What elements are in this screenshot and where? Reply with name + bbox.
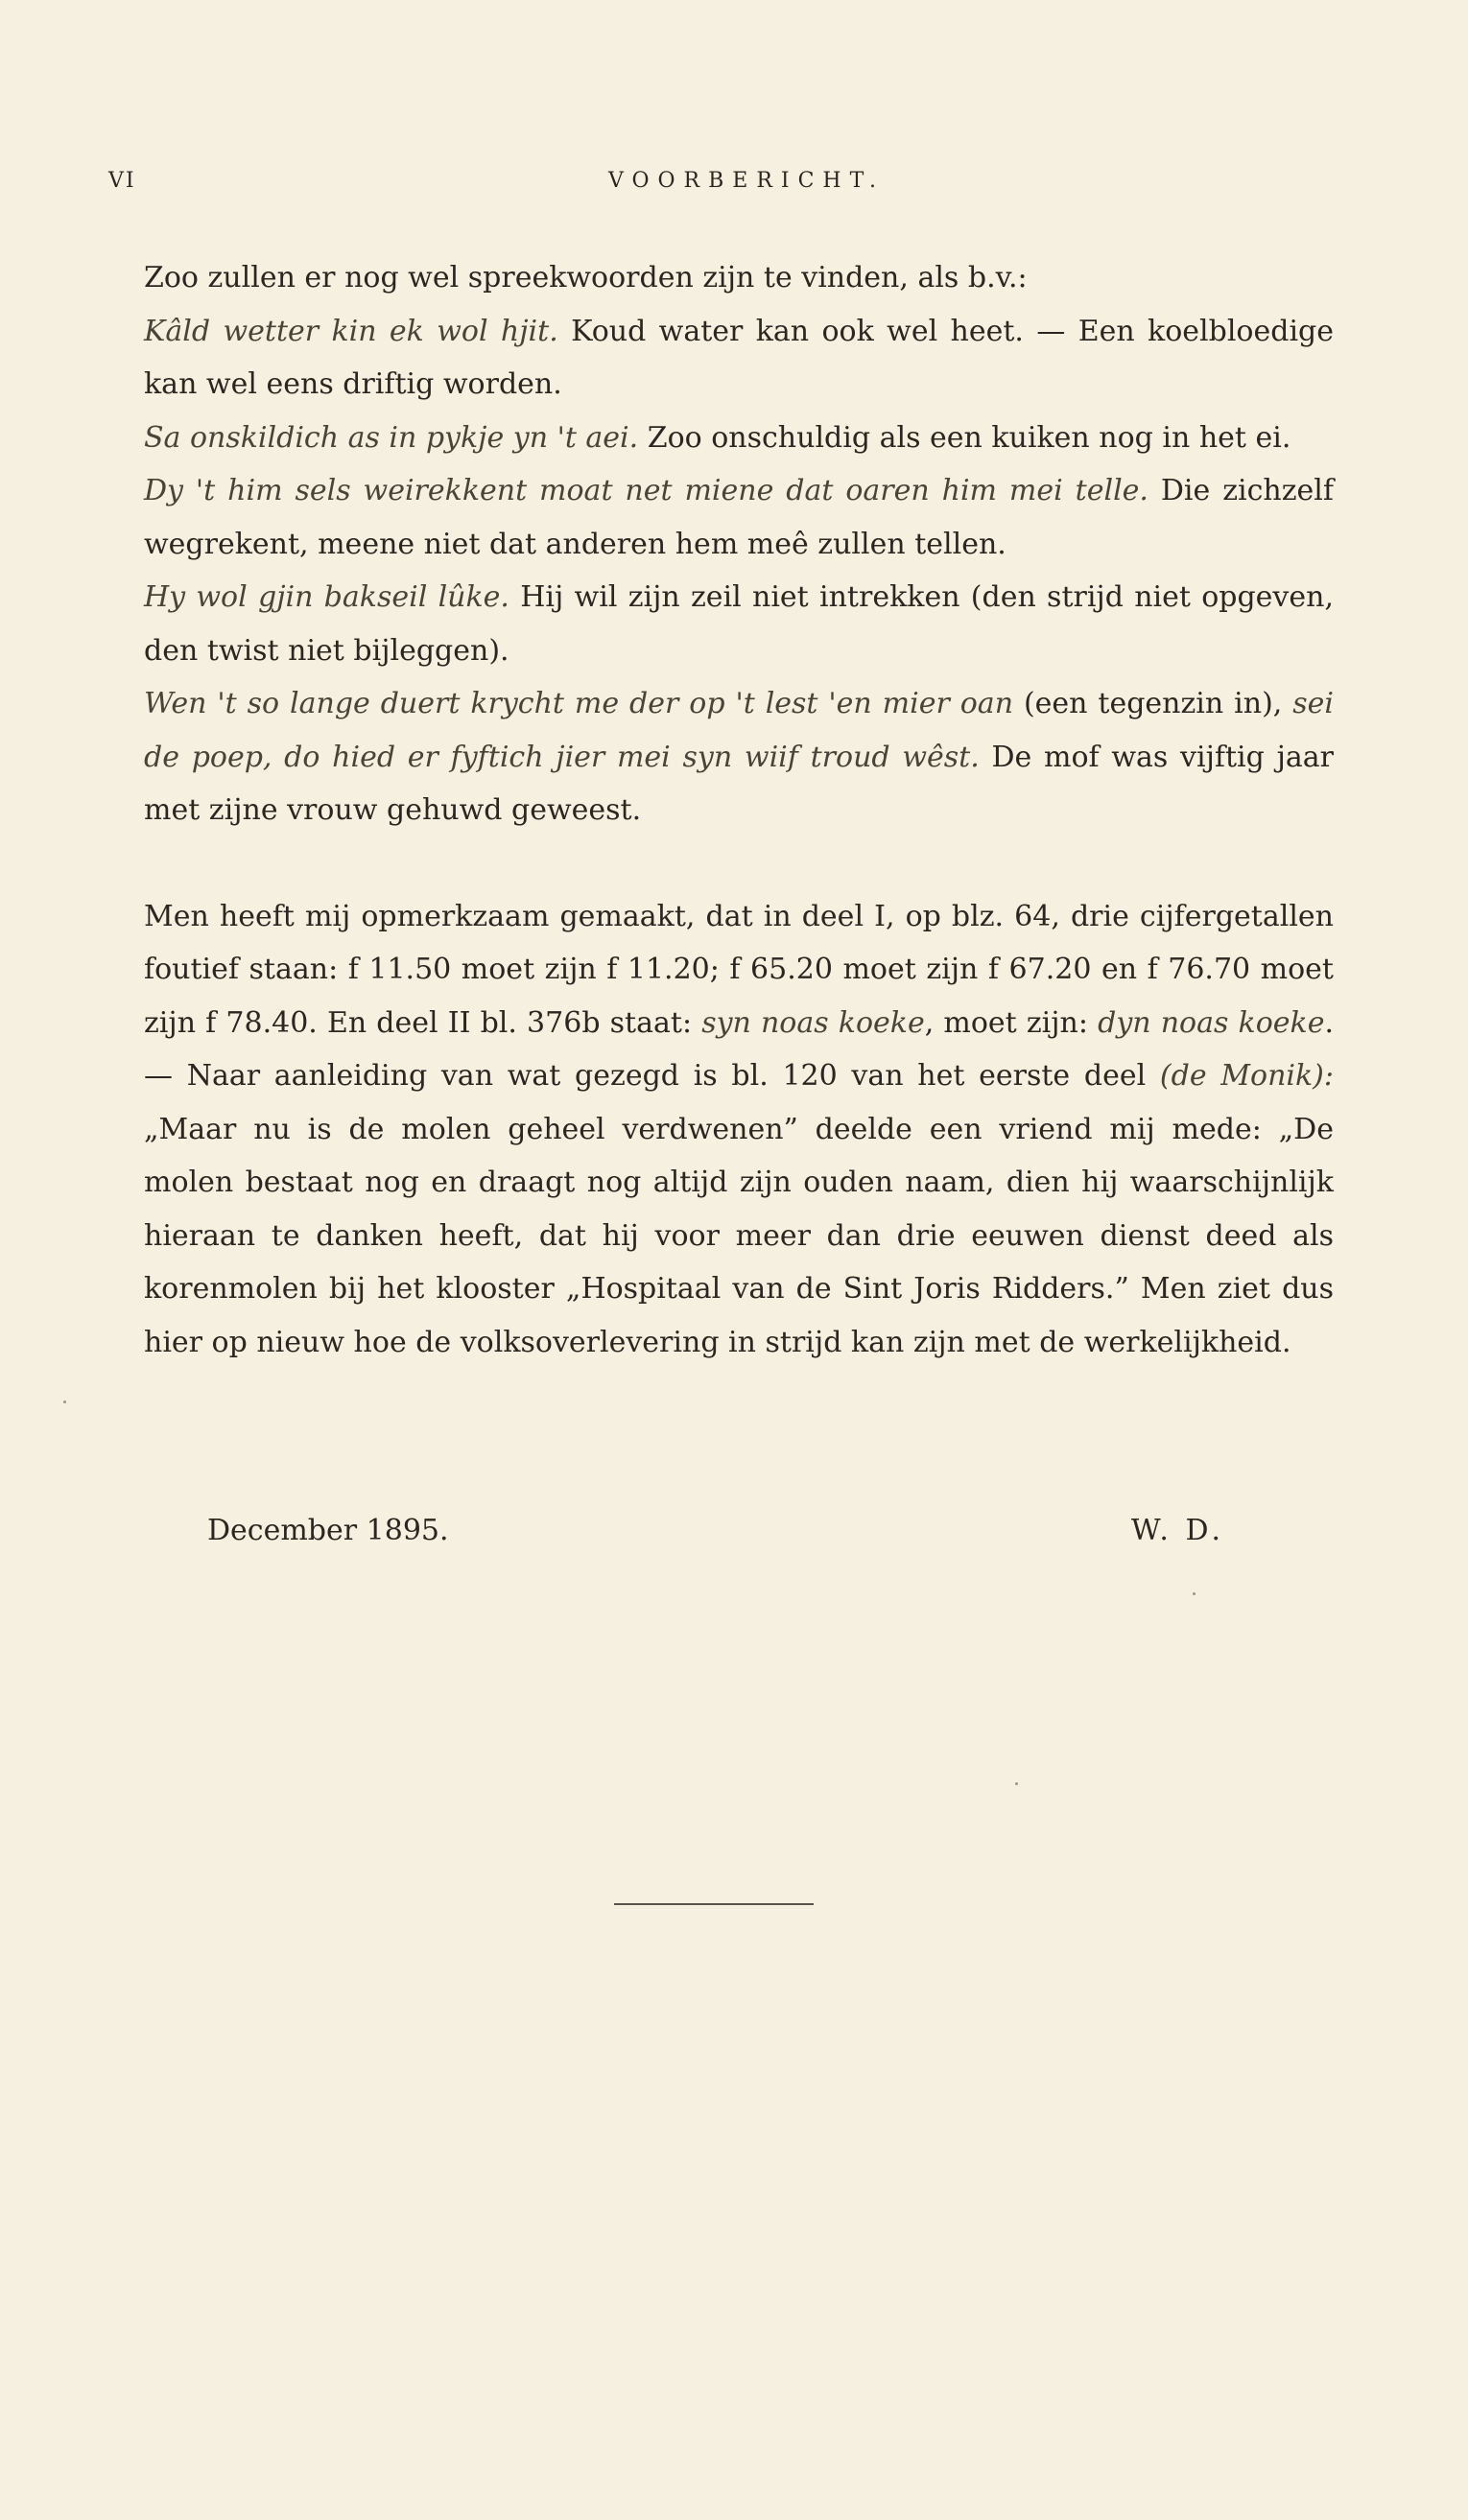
page-number: VI	[108, 169, 136, 193]
signature-author: W. D.	[1130, 1514, 1224, 1547]
errata-text-a: Men heeft mij opmerkzaam gemaakt, dat in deel I, op blz. 64, drie cijfergetallen foutief staan: f 11.50 moet zijn f 11.20; f 65.20 moet zijn f 67.20 en f 76.70 moet zijn f 78.40. En deel II bl. 376b staat:	[144, 899, 1334, 1040]
errata-text-c: . — Naar aanleiding van wat gezegd is bl. 120 van het eerste deel	[144, 1005, 1335, 1093]
proverb-translation-4: Hij wil zijn zeil niet intrekken (den strijd niet opgeven, den twist niet bijleggen).	[144, 580, 1334, 668]
intro-text: Zoo zullen er nog wel spreekwoorden zijn te vinden, als b.v.:	[144, 261, 1028, 294]
proverb-frisian-5a: Wen 't so lange duert krycht me der op 't lest 'en mier oan	[144, 687, 1014, 720]
signature-date: December 1895.	[207, 1514, 449, 1547]
proverb-paragraph-3	[144, 464, 1334, 571]
paper-speck	[1193, 1592, 1196, 1595]
signature-row	[207, 1514, 1224, 1560]
body-text	[144, 251, 1334, 1369]
errata-text-d: „Maar nu is de molen geheel verdwenen” deelde een vriend mij mede: „De molen bestaat nog en draagt nog altijd zijn ouden naam, dien hij waarschijnlijk hieraan te danken heeft, dat hij voor meer dan drie eeuwen dienst deed als korenmolen bij het klooster „Hospitaal van de Sint Joris Ridders.” Men ziet dus hier op nieuw hoe de volksoverlevering in strijd kan zijn met de werkelijkheid.	[144, 1112, 1334, 1359]
paper-speck	[1015, 1782, 1018, 1785]
proverb-translation-5b: De mof was vijftig jaar met zijne vrouw gehuwd geweest.	[144, 740, 1334, 827]
errata-paragraph	[144, 890, 1334, 1370]
proverb-paragraph-1	[144, 305, 1334, 412]
proverb-frisian-3: Dy 't him sels weirekkent moat net miene dat oaren him mei telle.	[144, 474, 1148, 507]
proverb-frisian-5b: sei de poep, do hied er fyftich jier mei syn wiif troud wêst.	[144, 687, 1334, 774]
proverb-translation-5a: (een tegenzin in),	[1013, 687, 1293, 720]
section-title: VOORBERICHT.	[607, 169, 886, 193]
errata-text-b: , moet zijn:	[924, 1005, 1099, 1040]
proverb-paragraph-2	[144, 412, 1334, 465]
paragraph-gap	[144, 837, 1334, 890]
running-head	[108, 169, 1346, 207]
proverb-frisian-1: Kâld wetter kin ek wol hjit.	[144, 314, 558, 348]
proverb-translation-2: Zoo onschuldig als een kuiken nog in het ei.	[638, 420, 1291, 455]
proverb-frisian-4: Hy wol gjin bakseil lûke.	[144, 580, 509, 614]
proverb-paragraph-5	[144, 677, 1334, 837]
errata-italic-c: (de Monik):	[1159, 1059, 1334, 1093]
errata-italic-b: dyn noas koeke	[1098, 1005, 1325, 1040]
proverb-frisian-2: Sa onskildich as in pykje yn 't aei.	[144, 420, 639, 455]
proverb-translation-1: Koud water kan ook wel heet. — Een koelbloedige kan wel eens driftig worden.	[144, 314, 1334, 401]
end-rule-divider	[614, 1903, 814, 1905]
paper-speck	[63, 1401, 66, 1403]
proverb-translation-3: Die zichzelf wegrekent, meene niet dat anderen hem meê zullen tellen.	[144, 474, 1334, 561]
proverb-paragraph-4	[144, 571, 1334, 677]
errata-italic-a: syn noas koeke	[701, 1005, 925, 1040]
intro-paragraph	[144, 251, 1334, 305]
